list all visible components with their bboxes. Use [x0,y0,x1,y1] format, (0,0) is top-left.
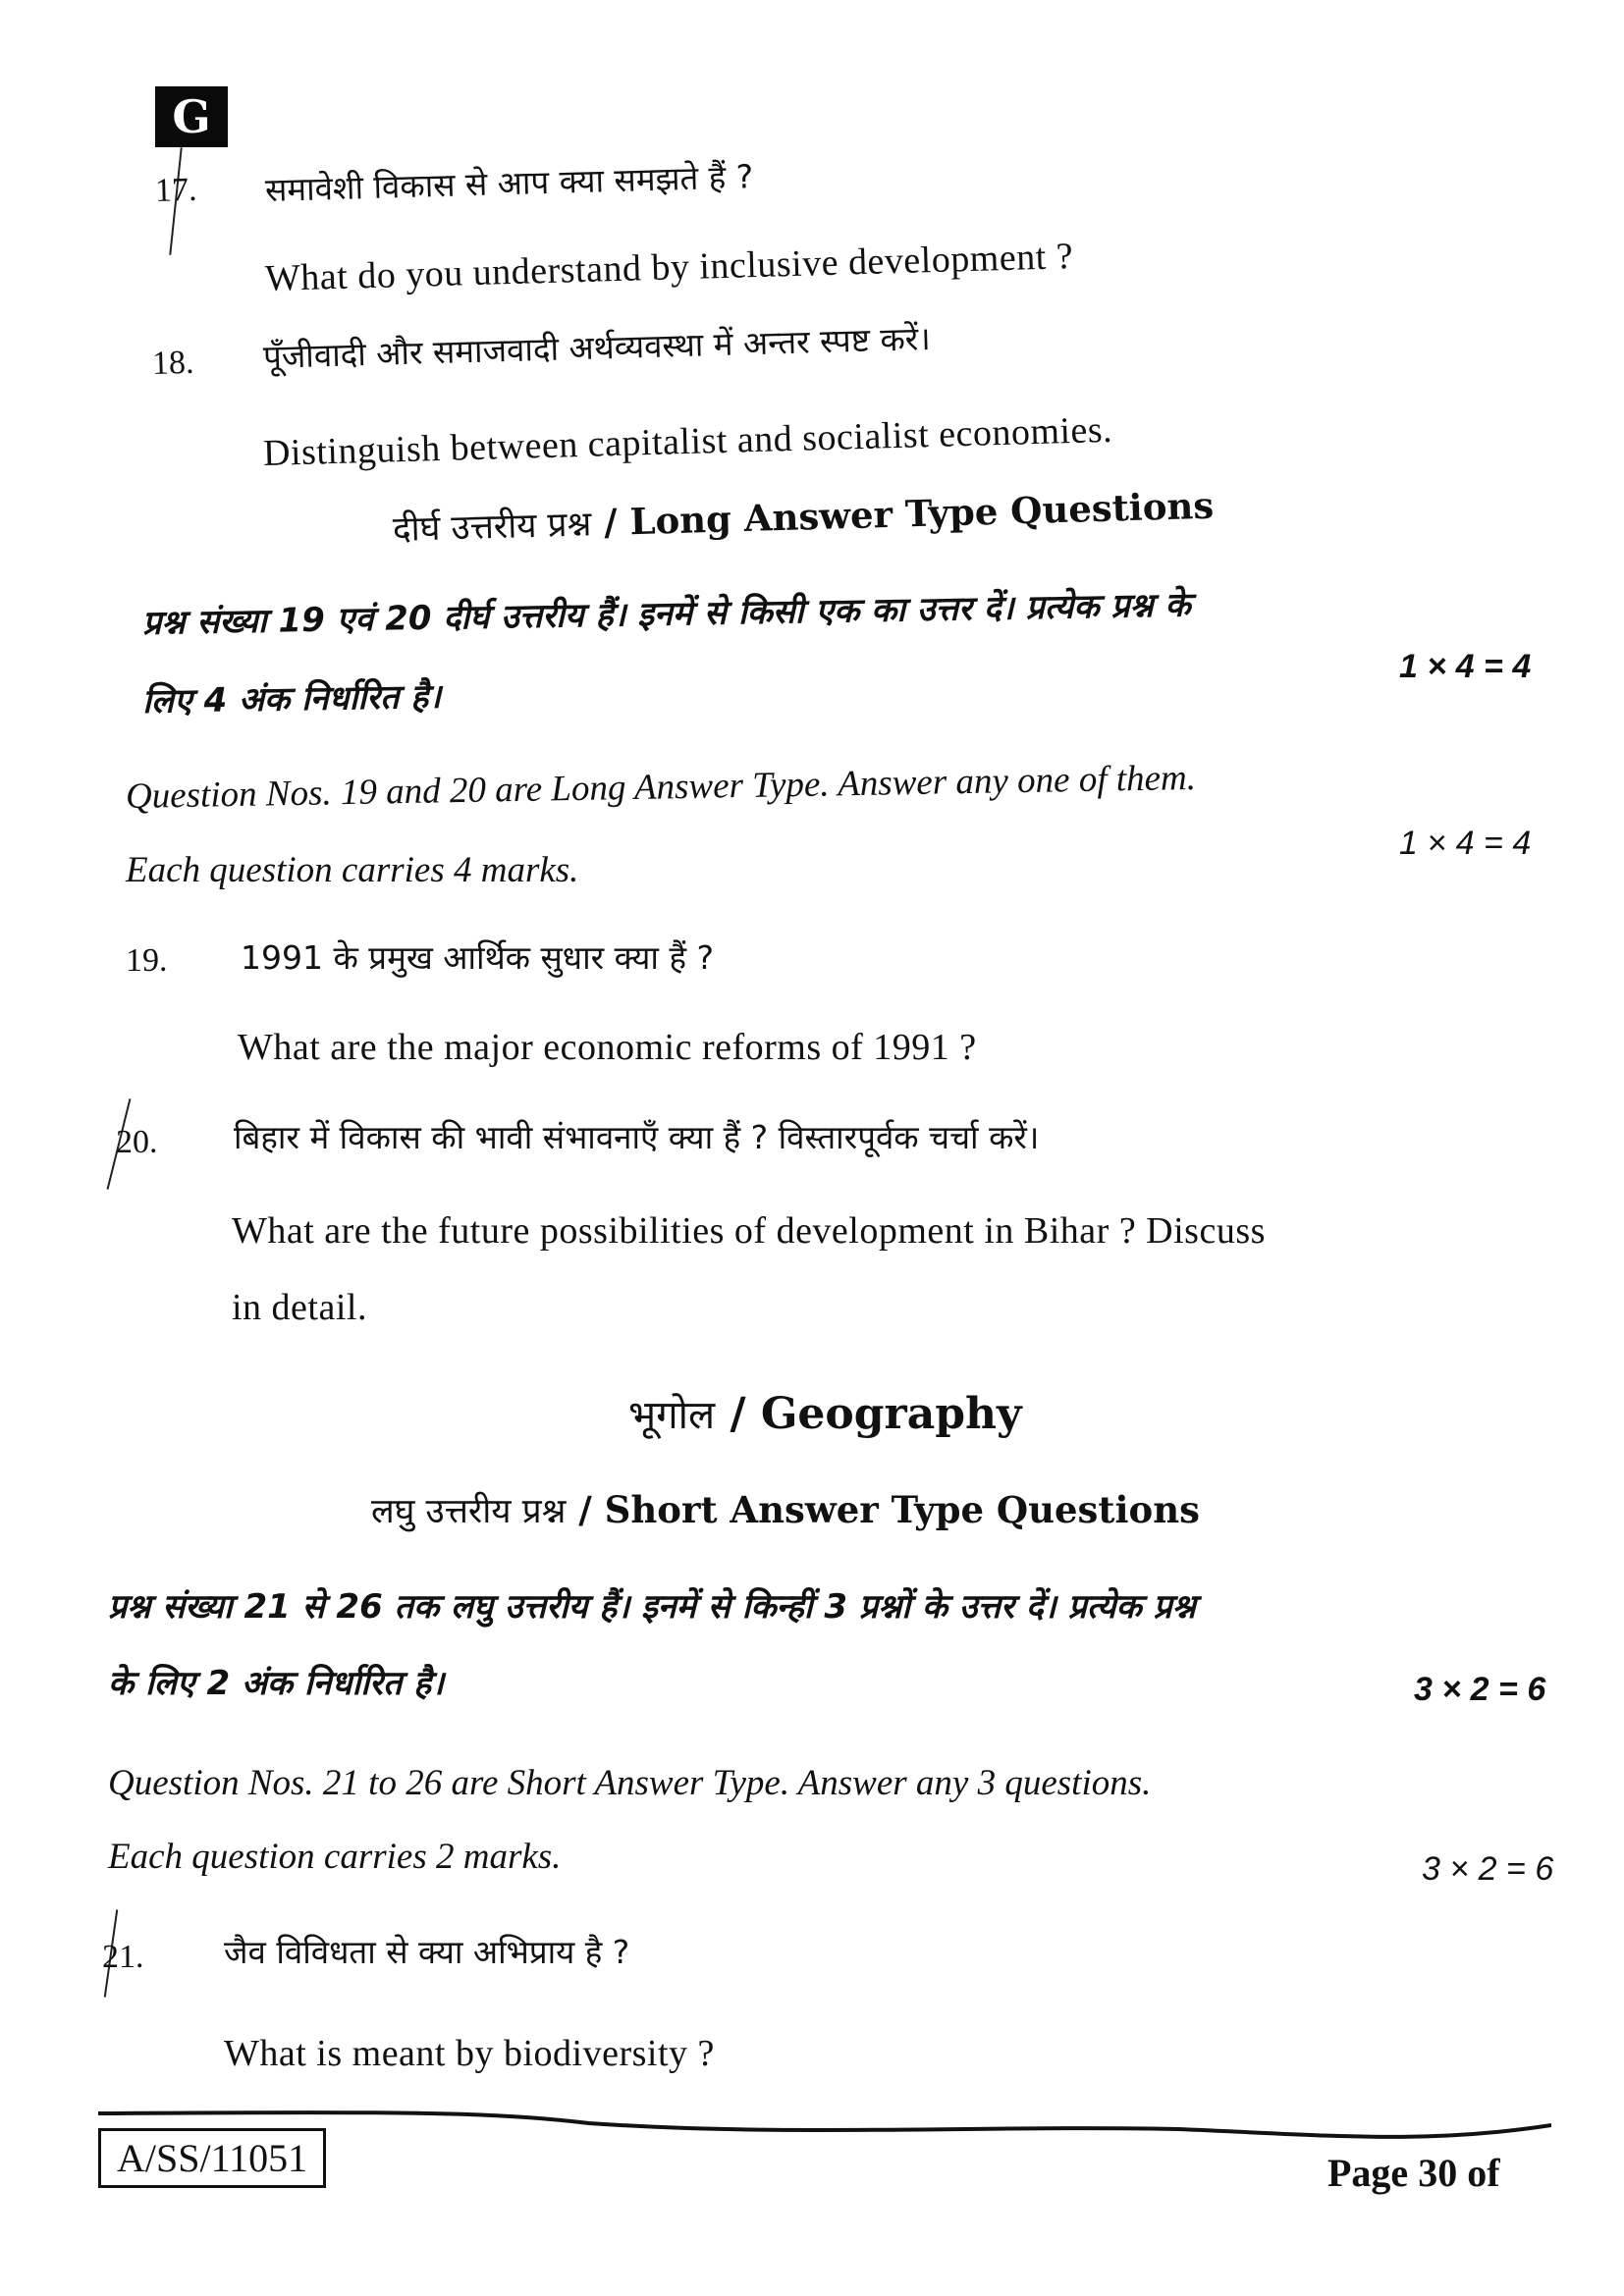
question-english: What are the major economic reforms of 1991 ? [238,1027,977,1068]
question-english: Distinguish between capitalist and socialist economies. [262,408,1113,474]
instruction-english: Each question carries 2 marks. [108,1837,562,1877]
question-hindi: समावेशी विकास से आप क्या समझते हैं ? [264,157,754,209]
instruction-english: Question Nos. 21 to 26 are Short Answer Type. Answer any 3 questions. [108,1763,1152,1803]
question-number: 20. [116,1124,158,1160]
question-hindi: 1991 के प्रमुख आर्थिक सुधार क्या हैं ? [241,938,714,977]
page-number: Page 30 of [1327,2151,1500,2195]
title-english: Geography [760,1389,1022,1439]
marks-allocation: 1 × 4 = 4 [1399,825,1532,862]
subject-title-geography [628,1386,1022,1440]
instruction-hindi: के लिए 2 अंक निर्धारित है। [108,1664,445,1703]
heading-separator: / [566,1488,605,1531]
marks-allocation: 1 × 4 = 4 [1399,648,1532,685]
section-heading-short-answer [371,1487,1200,1533]
marks-allocation: 3 × 2 = 6 [1422,1850,1554,1888]
instruction-hindi: प्रश्न संख्या 21 से 26 तक लघु उत्तरीय हैं। इनमें से किन्हीं 3 प्रश्नों के उत्तर दें। प्रत्येक प्रश्न [108,1587,1196,1627]
question-hindi: जैव विविधता से क्या अभिप्राय है ? [224,1933,630,1971]
question-number: 19. [126,942,168,979]
instruction-english: Each question carries 4 marks. [126,850,579,890]
marks-allocation: 3 × 2 = 6 [1414,1671,1546,1708]
heading-hindi: दीर्घ उत्तरीय प्रश्न [392,505,592,550]
question-english: What are the future possibilities of development in Bihar ? Discuss [232,1210,1266,1252]
question-english: What is meant by biodiversity ? [224,2033,715,2074]
title-hindi: भूगोल [628,1393,716,1438]
title-separator: / [715,1389,761,1439]
question-hindi: बिहार में विकास की भावी संभावनाएँ क्या हैं ? विस्तारपूर्वक चर्चा करें। [234,1118,1040,1156]
question-english: What do you understand by inclusive development ? [264,236,1074,299]
question-number: 18. [151,344,194,382]
heading-separator: / [590,500,631,545]
question-number: 17. [154,171,197,209]
question-hindi: पूँजीवादी और समाजवादी अर्थव्यवस्था में अन्तर स्पष्ट करें। [262,319,932,376]
instruction-english: Question Nos. 19 and 20 are Long Answer Type. Answer any one of them. [125,757,1197,817]
heading-english: Long Answer Type Questions [628,483,1215,544]
paper-code: A/SS/11051 [98,2128,326,2188]
instruction-hindi: लिए 4 अंक निर्धारित है। [141,676,442,721]
question-number: 21. [102,1939,144,1975]
question-english: in detail. [232,1287,367,1328]
heading-english: Short Answer Type Questions [604,1488,1200,1531]
section-badge: G [155,86,228,147]
instruction-hindi: प्रश्न संख्या 19 एवं 20 दीर्घ उत्तरीय हैं। इनमें से किसी एक का उत्तर दें। प्रत्येक प्रश्न के [141,585,1191,643]
heading-hindi: लघु उत्तरीय प्रश्न [371,1492,567,1531]
section-heading-long-answer [392,483,1214,552]
